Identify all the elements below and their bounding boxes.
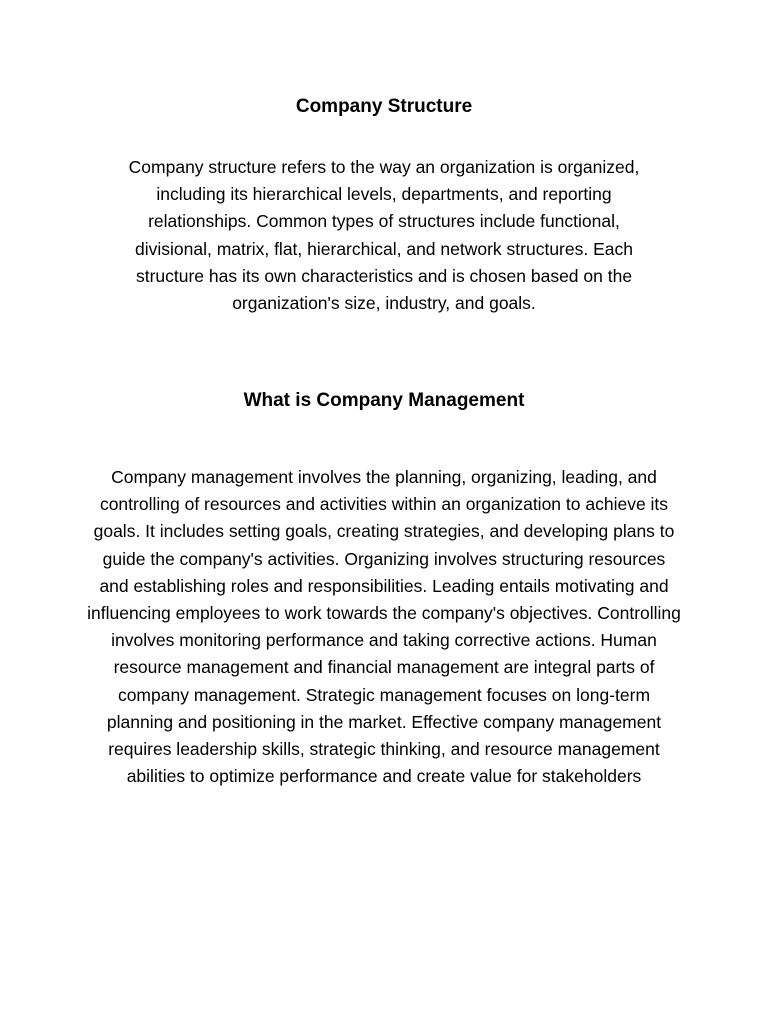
section-body-company-structure: Company structure refers to the way an organization is organized, including its hierarchical levels, departments, and reporting relationships. Common types of structures include functional, divisional, matrix, flat, hierarchical, and network structures. Each structure has its own characteristics and is chosen based on the organization's size, industry, and goals. xyxy=(128,157,640,314)
section-heading-company-structure: Company Structure xyxy=(295,96,473,117)
section-heading-company-management: What is Company Management xyxy=(243,390,525,411)
section-body-company-management: Company management involves the planning, organizing, leading, and controlling of resources and activities within an organization to achieve its goals. It includes setting goals, creating strategies, and developing plans to guide the company's activities. Organizing involves structuring resources and establishing roles and responsibilities. Leading entails motivating and influencing employees to work towards the company's objectives. Controlling involves monitoring performance and taking corrective actions. Human resource management and financial management are integral parts of company management. Strategic management focuses on long-term planning and positioning in the market. Effective company management requires leadership skills, strategic thinking, and resource management abilities to optimize performance and create value for stakeholders xyxy=(87,467,681,787)
